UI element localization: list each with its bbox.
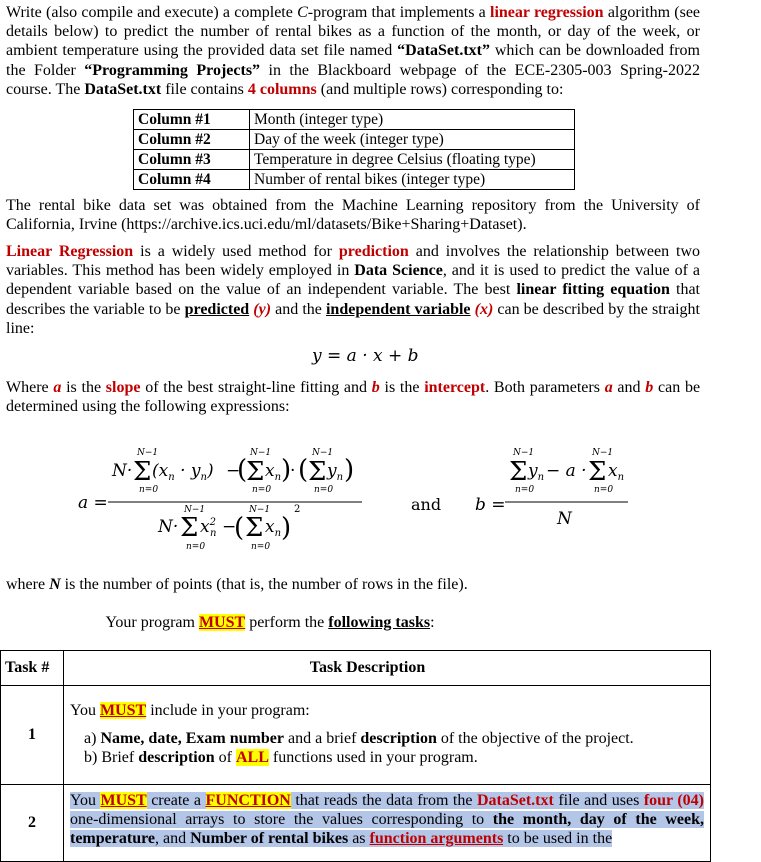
table-row bbox=[1, 785, 711, 862]
task1-item-b: b) Brief description of ALL functions used in your program. bbox=[84, 749, 478, 766]
n-dot: N· bbox=[158, 517, 179, 537]
task-table bbox=[0, 650, 711, 862]
y-term: $y_n$ bbox=[327, 461, 344, 483]
y-term: $y_n$ bbox=[528, 461, 545, 483]
x-squared-term: $x^2$ n bbox=[200, 517, 217, 539]
sum-upper: N−1 bbox=[184, 505, 206, 515]
sum-upper: N−1 bbox=[137, 448, 159, 458]
intro-paragraph: Write (also compile and execute) a complete C-program that implements a linear regression algorithm (see details below) to predict the number of rental bikes as a function of the month, or day of the week, or ambient temperature using the provided data set file named “DataSet.txt” which can be downloaded from the Folder “Programming Projects” in the Blackboard webpage of the ECE-2305-003 Spring-2022 course. The DataSet.txt file contains 4 columns (and multiple rows) corresponding to: bbox=[6, 4, 701, 98]
sum-lower: n=0 bbox=[515, 485, 535, 495]
task1-item-a: a) Name, date, Exam number and a brief description of the objective of the project. bbox=[84, 730, 634, 747]
where-paragraph: Where a is the slope of the best straight-line fitting and b is the intercept. Both parameters a and b can be determined using the following expressions: bbox=[6, 379, 701, 416]
column-desc: Temperature in degree Celsius (floating type) bbox=[250, 150, 575, 170]
sum-upper: N−1 bbox=[249, 505, 271, 515]
exponent-two: 2 bbox=[294, 504, 301, 515]
sigma-symbol: Σ bbox=[180, 513, 199, 543]
xy-term: $(x_n \cdot y_n)$ bbox=[152, 461, 214, 483]
sum-lower: n=0 bbox=[252, 485, 272, 495]
task-description: You MUST create a FUNCTION that reads the data from the DataSet.txt file and uses four (04) one-dimensional arrays to store the values corresponding to the month, day of the week, temperature, and Number of rental bikes as function arguments to be used in the bbox=[64, 785, 711, 862]
task-number-header: Task # bbox=[1, 651, 64, 686]
column-name: Column #2 bbox=[134, 130, 250, 150]
column-name: Column #3 bbox=[134, 150, 250, 170]
column-desc: Number of rental bikes (integer type) bbox=[250, 170, 575, 190]
sum-lower: n=0 bbox=[139, 485, 159, 495]
n-dot: N· bbox=[112, 461, 133, 481]
table-row bbox=[134, 130, 575, 150]
sigma-symbol: Σ bbox=[588, 457, 607, 487]
sigma-symbol: Σ bbox=[308, 457, 327, 487]
sum-lower: n=0 bbox=[251, 542, 271, 552]
minus-a: − a · bbox=[546, 461, 587, 481]
sigma-symbol: Σ bbox=[509, 457, 528, 487]
column-name: Column #4 bbox=[134, 170, 250, 190]
task-header-row bbox=[1, 651, 711, 686]
task-description bbox=[64, 686, 711, 785]
task-number: 2 bbox=[1, 785, 64, 862]
x-term: $x_n$ bbox=[265, 517, 282, 539]
dot: · bbox=[290, 461, 296, 481]
sum-upper: N−1 bbox=[592, 448, 614, 458]
sum-upper: N−1 bbox=[513, 448, 535, 458]
regression-formulas bbox=[0, 440, 761, 570]
columns-table bbox=[133, 109, 575, 190]
column-name: Column #1 bbox=[134, 110, 250, 130]
sigma-symbol: Σ bbox=[133, 457, 152, 487]
line-equation: y = a · x + b bbox=[312, 346, 419, 366]
paren-right: ) bbox=[281, 455, 292, 485]
minus-sign: − bbox=[226, 461, 241, 481]
sigma-symbol: Σ bbox=[246, 457, 265, 487]
paren-right: ) bbox=[281, 513, 292, 543]
sum-lower: n=0 bbox=[594, 485, 614, 495]
task-number: 1 bbox=[1, 686, 64, 785]
sum-lower: n=0 bbox=[314, 485, 334, 495]
n-denominator: N bbox=[557, 509, 572, 529]
x-term: $x_n$ bbox=[608, 461, 625, 483]
b-lhs: b = bbox=[475, 495, 506, 515]
linear-regression-paragraph: Linear Regression is a widely used method for prediction and involves the relationship between two variables. This method has been widely employed in Data Science, and it is used to predict the value of a dependent variable based on the value of an independent variable. The best linear fitting equation that describes the variable to be predicted (y) and the independent variable (x) can be described by the straight line: bbox=[6, 243, 701, 337]
paren-left: ( bbox=[298, 455, 309, 485]
paren-left: ( bbox=[237, 455, 248, 485]
sum-upper: N−1 bbox=[250, 448, 272, 458]
table-row bbox=[134, 110, 575, 130]
must-heading: Your program MUST perform the following tasks: bbox=[105, 614, 435, 631]
sigma-symbol: Σ bbox=[245, 513, 264, 543]
where-n-paragraph: where N is the number of points (that is, the number of rows in the file). bbox=[6, 576, 468, 593]
source-paragraph: The rental bike data set was obtained from the Machine Learning repository from the University of California, Irvine (https://archive.ics.uci.edu/ml/datasets/Bike+Sharing+Dataset). bbox=[6, 197, 700, 234]
minus-sign: − bbox=[222, 517, 237, 537]
x-term: $x_n$ bbox=[265, 461, 282, 483]
table-row bbox=[134, 170, 575, 190]
sum-lower: n=0 bbox=[186, 542, 206, 552]
paren-left: ( bbox=[234, 513, 245, 543]
table-row bbox=[134, 150, 575, 170]
task-description-header: Task Description bbox=[64, 651, 711, 686]
a-lhs: a = bbox=[78, 493, 108, 513]
and-word: and bbox=[411, 495, 442, 514]
paren-right: ) bbox=[344, 455, 355, 485]
table-row bbox=[1, 686, 711, 785]
task1-intro: You MUST include in your program: bbox=[70, 702, 310, 719]
sum-upper: N−1 bbox=[312, 448, 334, 458]
column-desc: Month (integer type) bbox=[250, 110, 575, 130]
column-desc: Day of the week (integer type) bbox=[250, 130, 575, 150]
